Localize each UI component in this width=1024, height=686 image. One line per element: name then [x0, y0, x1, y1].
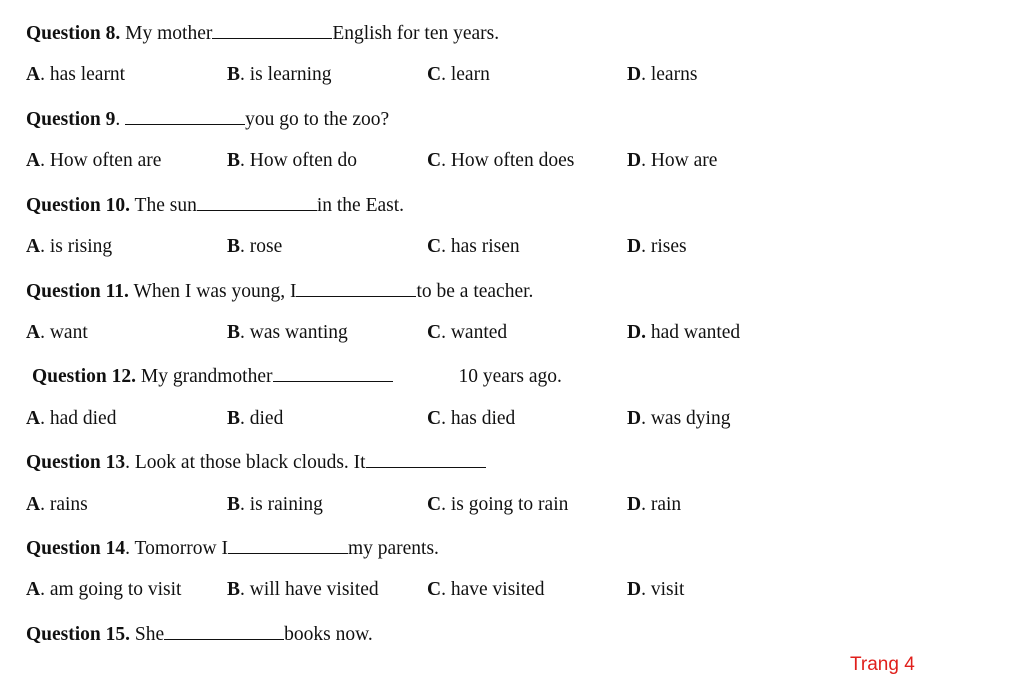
option-a: A. am going to visit — [26, 579, 182, 600]
answer-blank — [273, 364, 393, 382]
option-b: B. is raining — [227, 494, 323, 515]
option-d: D. rises — [627, 236, 687, 257]
prompt-after-blank: to be a teacher. — [416, 281, 534, 302]
option-b: B. will have visited — [227, 579, 379, 600]
option-a: A. is rising — [26, 236, 113, 257]
prompt-after-blank: in the East. — [316, 195, 405, 216]
prompt-after-blank: 10 years ago. — [458, 366, 562, 387]
question-number: Question 12. — [32, 366, 137, 387]
prompt-before-blank: My mother — [120, 23, 213, 44]
option-d: D. was dying — [627, 408, 731, 429]
answer-blank — [366, 450, 486, 468]
option-b: B. How often do — [227, 150, 357, 171]
option-c: C. How often does — [427, 150, 575, 171]
option-d: D. rain — [627, 494, 682, 515]
option-c: C. has risen — [427, 236, 520, 257]
question-14-prompt — [26, 536, 439, 561]
prompt-before-blank: My grandmother — [136, 366, 273, 387]
prompt-after-blank: books now. — [284, 624, 373, 645]
option-c: C. wanted — [427, 322, 508, 343]
answer-blank — [296, 279, 416, 297]
option-a: A. want — [26, 322, 88, 343]
prompt-before-blank: The sun — [130, 195, 197, 216]
question-number: Question 14 — [26, 538, 126, 559]
answer-blank — [197, 193, 317, 211]
option-c: C. has died — [427, 408, 516, 429]
question-11-prompt — [26, 279, 533, 304]
option-d: D. learns — [627, 64, 698, 85]
prompt-after-blank: English for ten years. — [332, 23, 500, 44]
option-b: B. was wanting — [227, 322, 348, 343]
question-13-prompt — [26, 450, 486, 475]
question-10-prompt — [26, 193, 404, 218]
question-8-prompt — [26, 21, 499, 46]
question-15-prompt — [26, 622, 373, 647]
prompt-after-blank: you go to the zoo? — [245, 109, 390, 130]
option-a: A. has learnt — [26, 64, 126, 85]
question-number: Question 11. — [26, 281, 129, 302]
page-number-label: Trang 4 — [850, 654, 915, 675]
option-b: B. died — [227, 408, 284, 429]
question-9-prompt — [26, 107, 389, 132]
prompt-before-blank: . — [115, 109, 126, 130]
answer-blank — [164, 622, 284, 640]
prompt-before-blank: When I was young, I — [128, 281, 297, 302]
answer-blank — [212, 21, 332, 39]
option-d: D. had wanted — [627, 322, 741, 343]
prompt-before-blank: . Tomorrow I — [125, 538, 228, 559]
option-c: C. is going to rain — [427, 494, 569, 515]
option-d: D. How are — [627, 150, 718, 171]
question-number: Question 8. — [26, 23, 121, 44]
option-b: B. is learning — [227, 64, 332, 85]
option-c: C. have visited — [427, 579, 545, 600]
prompt-before-blank: She — [130, 624, 165, 645]
option-b: B. rose — [227, 236, 283, 257]
question-number: Question 15. — [26, 624, 131, 645]
option-a: A. How often are — [26, 150, 162, 171]
option-c: C. learn — [427, 64, 490, 85]
option-a: A. had died — [26, 408, 117, 429]
option-a: A. rains — [26, 494, 88, 515]
answer-blank — [125, 107, 245, 125]
option-d: D. visit — [627, 579, 685, 600]
prompt-before-blank: . Look at those black clouds. It — [125, 452, 366, 473]
question-12-prompt — [32, 364, 562, 389]
question-number: Question 9 — [26, 109, 116, 130]
question-number: Question 10. — [26, 195, 131, 216]
question-number: Question 13 — [26, 452, 126, 473]
answer-blank — [228, 536, 348, 554]
prompt-after-blank: my parents. — [347, 538, 439, 559]
